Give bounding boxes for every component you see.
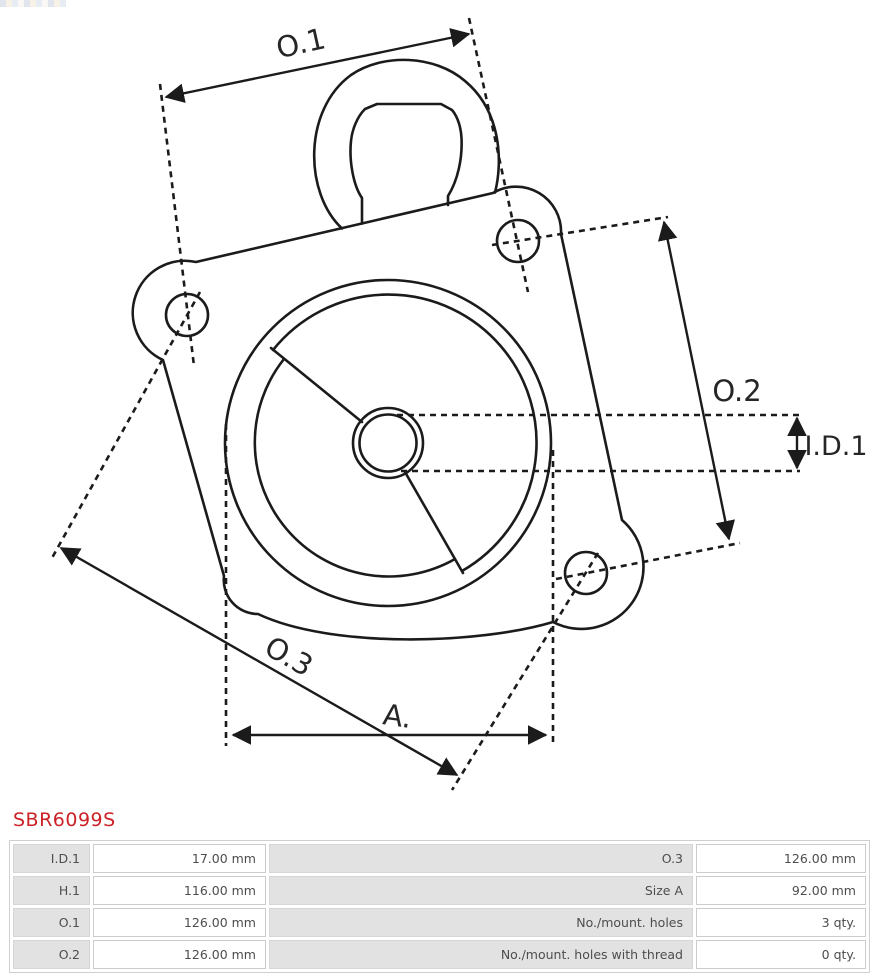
spec-value: 126.00 mm [93, 940, 266, 969]
spec-key: O.1 [13, 908, 90, 937]
dimension-lines [61, 34, 797, 775]
label-o3: O.3 [259, 629, 319, 684]
spec-key: No./mount. holes [269, 908, 693, 937]
extension-lines [52, 18, 800, 790]
sector-radial-upper [271, 348, 362, 422]
spec-key: H.1 [13, 876, 90, 905]
spec-key: I.D.1 [13, 844, 90, 873]
spec-value: 126.00 mm [696, 844, 866, 873]
label-a: A. [380, 697, 414, 735]
spec-value: 17.00 mm [93, 844, 266, 873]
ext-o3-lower [452, 553, 598, 790]
loop-outer [314, 60, 499, 229]
spec-value: 3 qty. [696, 908, 866, 937]
shaft-bore-inner [360, 415, 417, 472]
spec-key: Size A [269, 876, 693, 905]
sector-radial-lower [405, 472, 463, 573]
loop-inner [350, 104, 461, 224]
spec-value: 92.00 mm [696, 876, 866, 905]
spec-key: O.3 [269, 844, 693, 873]
ext-o2-bottom [556, 543, 740, 579]
ext-o1-left [160, 84, 194, 366]
spec-table [10, 841, 869, 972]
spec-value: 116.00 mm [93, 876, 266, 905]
label-o2: O.2 [712, 374, 762, 408]
spec-value: 0 qty. [696, 940, 866, 969]
table-row [13, 940, 866, 969]
spec-key: No./mount. holes with thread [269, 940, 693, 969]
sector-arc [255, 359, 455, 576]
label-id1: I.D.1 [804, 431, 868, 462]
boss-inner-arc [273, 295, 536, 571]
table-row [13, 876, 866, 905]
spec-value: 126.00 mm [93, 908, 266, 937]
ext-o3-upper [52, 292, 200, 558]
spec-key: O.2 [13, 940, 90, 969]
table-row [13, 908, 866, 937]
dimension-labels [259, 21, 867, 735]
part-code: SBR6099S [13, 809, 116, 831]
boss-outer-circle [225, 280, 551, 606]
table-row [13, 844, 866, 873]
plate-contour [133, 187, 644, 640]
cover-plate-outline [133, 60, 644, 640]
shaft-bore-outer [353, 408, 423, 478]
label-o1: O.1 [273, 21, 329, 66]
dim-o3 [61, 548, 457, 775]
